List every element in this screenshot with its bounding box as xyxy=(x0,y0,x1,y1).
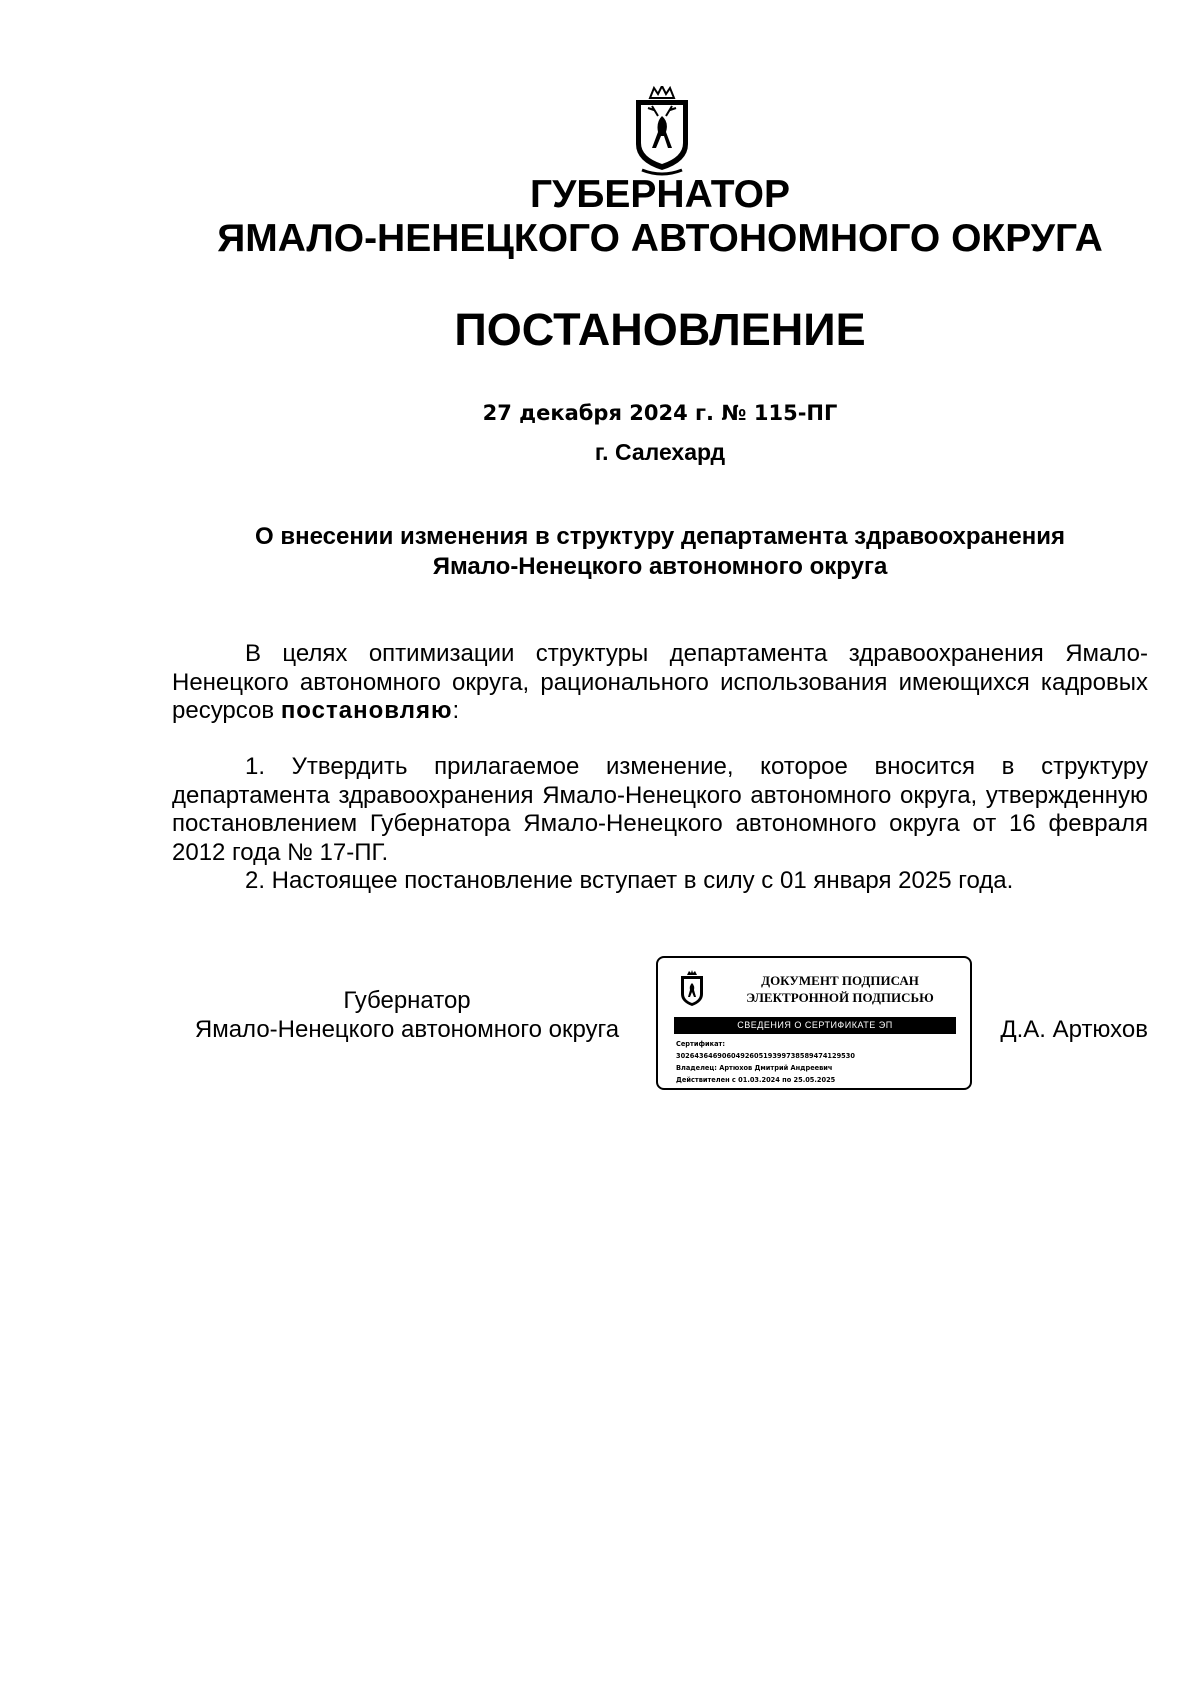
coat-of-arms-icon xyxy=(628,86,696,176)
stamp-coat-of-arms-icon xyxy=(678,970,706,1008)
document-type: ПОСТАНОВЛЕНИЕ xyxy=(454,304,866,355)
stamp-certificate-header: СВЕДЕНИЯ О СЕРТИФИКАТЕ ЭП xyxy=(674,1017,956,1034)
org-title-line1: ГУБЕРНАТОР xyxy=(529,173,790,216)
decree-item-2: 2. Настоящее постановление вступает в силу с 01 января 2025 года. xyxy=(245,867,1014,894)
date-and-number: 27 декабря 2024 г. № 115-ПГ xyxy=(482,401,838,425)
electronic-signature-stamp xyxy=(656,956,972,1090)
preamble-end: : xyxy=(452,697,460,724)
decree-item-1: 1. Утвердить прилагаемое изменение, которое вносится в структуру департамента здравоохранения Ямало-Ненецкого автономного округа, утвержденную постановлением Губернатора Ямало-Ненецкого автономного округа от 16 февраля 2012 года № 17-ПГ. xyxy=(172,753,1148,866)
signatory-post-line1: Губернатор xyxy=(343,987,471,1014)
signatory-post-line2: Ямало-Ненецкого автономного округа xyxy=(194,1016,620,1043)
preamble-decree-word: постановляю xyxy=(280,697,453,724)
stamp-title-line2: ЭЛЕКТРОННОЙ ПОДПИСЬЮ xyxy=(746,990,934,1005)
signatory-post xyxy=(172,986,642,1044)
stamp-cert-number: 302643646906049260519399738589474129530 xyxy=(676,1052,855,1060)
signatory-name: Д.А. Артюхов xyxy=(1000,1016,1148,1043)
stamp-cert-label: Сертификат: xyxy=(676,1040,726,1048)
preamble-paragraph xyxy=(172,640,1148,726)
stamp-owner: Владелец: Артюхов Дмитрий Андреевич xyxy=(676,1064,833,1072)
subject-line1: О внесении изменения в структуру департамента здравоохранения xyxy=(255,523,1065,550)
city: г. Салехард xyxy=(594,439,726,465)
stamp-validity: Действителен с 01.03.2024 по 25.05.2025 xyxy=(676,1076,836,1084)
preamble-text: В целях оптимизации структуры департамента здравоохранения Ямало-Ненецкого автономного округа, рационального использования имеющихся кадровых ресурсов xyxy=(172,640,1148,724)
stamp-title xyxy=(718,972,962,1006)
stamp-certificate-info xyxy=(676,1038,962,1086)
org-title-line2: ЯМАЛО-НЕНЕЦКОГО АВТОНОМНОГО ОКРУГА xyxy=(217,217,1103,260)
document-subject xyxy=(0,522,1200,582)
subject-line2: Ямало-Ненецкого автономного округа xyxy=(432,553,888,580)
decree-items xyxy=(172,753,1148,896)
stamp-title-line1: ДОКУМЕНТ ПОДПИСАН xyxy=(761,973,919,988)
